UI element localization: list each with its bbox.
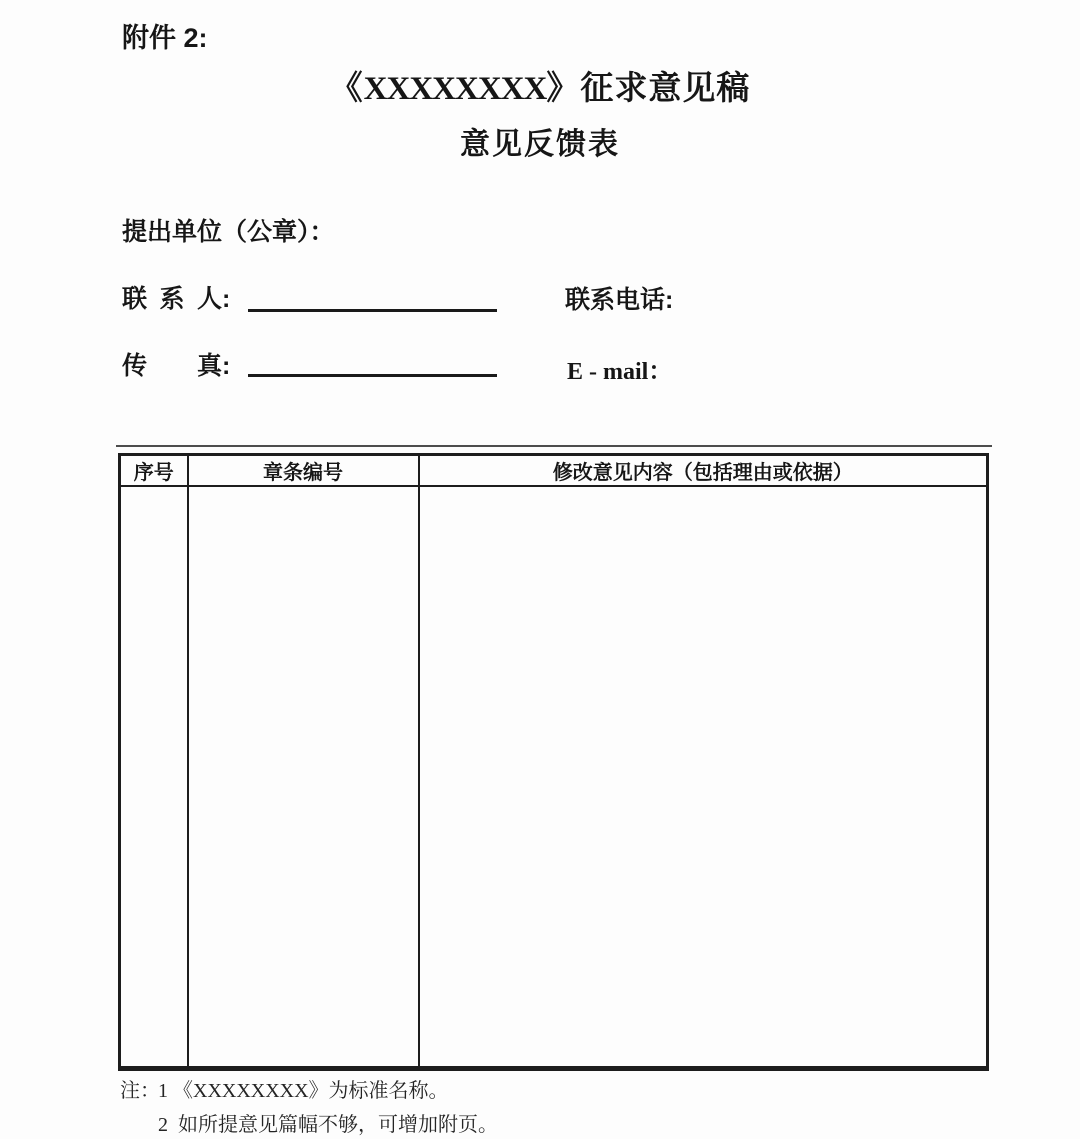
unit-seal-label: 提出单位（公章）： [122, 218, 335, 246]
standard-name-placeholder: XXXXXXXX [363, 71, 547, 107]
contact-person-blank-line [248, 309, 497, 312]
note-line-2 [120, 1112, 498, 1138]
table-body-row [120, 486, 988, 1069]
email-label: E - mail： [567, 359, 673, 385]
comment-content-cell [419, 486, 988, 1069]
title-suffix: 征求意见稿 [580, 69, 751, 106]
title-bracket-open: 《 [329, 69, 364, 106]
attachment-label: 附件 2: [122, 23, 208, 53]
document-subtitle: 意见反馈表 [460, 128, 620, 161]
feedback-table [118, 453, 989, 1071]
col-header-article-number: 章条编号 [188, 455, 419, 487]
footnotes [120, 1078, 498, 1138]
fax-blank-line [248, 374, 497, 377]
note-item-2: 2 如所提意见篇幅不够，可增加附页。 [158, 1114, 498, 1136]
document-title [0, 62, 1080, 109]
col-header-serial-number: 序号 [120, 455, 188, 487]
note-line-1 [120, 1078, 498, 1104]
contact-phone-label: 联系电话: [565, 286, 674, 314]
article-number-cell [188, 486, 419, 1069]
note-prefix: 注： [120, 1080, 160, 1102]
col-header-comment-content: 修改意见内容（包括理由或依据） [419, 455, 988, 487]
title-bracket-close: 》 [546, 69, 581, 106]
pre-table-rule [116, 445, 992, 447]
serial-number-cell [120, 486, 188, 1069]
table-header-row [120, 455, 988, 487]
contact-person-label: 联 系 人: [122, 285, 231, 313]
note-item-1: 1 《XXXXXXXX》为标准名称。 [158, 1080, 449, 1102]
fax-label: 传 真: [122, 352, 231, 380]
